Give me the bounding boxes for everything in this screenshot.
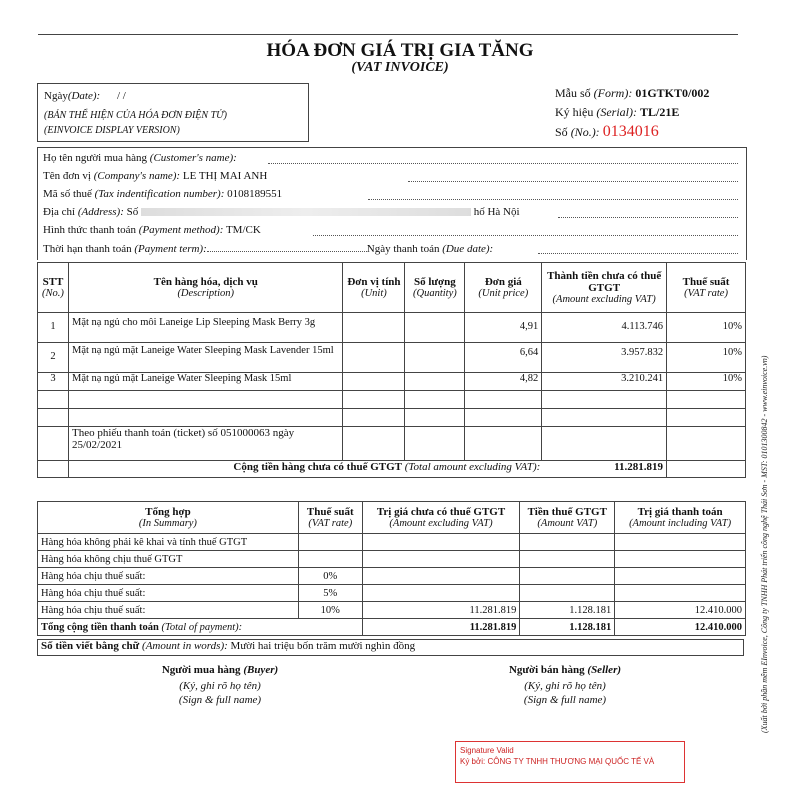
table-row: Hàng hóa chịu thuế suất: 5% [38, 585, 746, 602]
table-row: Hàng hóa chịu thuế suất: 10% 11.281.819 1.128.181 12.410.000 [38, 602, 746, 619]
summary-header-row: Tổng hợp (In Summary) Thuế suất (VAT rate) Trị giá chưa có thuế GTGT (Amount excluding VAT) Tiền thuế GTGT (Amount VAT) Trị giá thanh toán (Amount including VAT) [38, 502, 746, 534]
stamp-valid: Signature Valid [460, 746, 514, 755]
summary-table [37, 501, 746, 636]
dotted-line [368, 188, 738, 200]
dotted-line [313, 224, 738, 236]
address-value: Số [126, 206, 139, 218]
grand-total-excl: 11.281.819 [362, 619, 520, 636]
item-description: Mặt nạ ngủ cho môi Laneige Lip Sleeping Mask Berry 3g [68, 313, 342, 343]
item-amount: 3.957.832 [542, 343, 667, 373]
grand-total-vat: 1.128.181 [520, 619, 615, 636]
item-rate: 10% [667, 313, 746, 343]
signature-stamp [455, 741, 685, 783]
items-header-row [38, 263, 746, 313]
display-version-vi: (BẢN THỂ HIỆN CỦA HÓA ĐƠN ĐIỆN TỬ) [44, 110, 228, 121]
payment-method-row: Hình thức thanh toán (Payment method): TM/CK [43, 224, 261, 236]
table-row: Hàng hóa không phải kê khai và tính thuế GTGT [38, 534, 746, 551]
date-line [44, 90, 126, 102]
address-row: Địa chỉ (Address): Số hố Hà Nội [43, 206, 520, 218]
form-value: 01GTKT0/002 [635, 86, 710, 100]
item-price: 4,82 [465, 373, 542, 391]
date-value: / / [116, 90, 126, 102]
item-amount: 3.210.241 [542, 373, 667, 391]
col-amount: Thành tiền chưa có thuế GTGT (Amount excluding VAT) [542, 263, 667, 313]
item-amount: 4.113.746 [542, 313, 667, 343]
payment-ticket-note: Theo phiếu thanh toán (ticket) số 051000063 ngày 25/02/2021 [68, 427, 342, 461]
customer-name-row: Họ tên người mua hàng (Customer's name): [43, 152, 237, 164]
items-table [37, 262, 746, 478]
top-rule [38, 34, 738, 35]
col-no: STT (No.) [38, 263, 69, 313]
grand-total-incl: 12.410.000 [615, 619, 746, 636]
amount-in-words: Số tiền viết bằng chữ (Amount in words): Mười hai triệu bốn trăm mười nghìn đồng [37, 639, 744, 656]
company-name-row: Tên đơn vị (Company's name): LE THỊ MAI ANH [43, 170, 268, 182]
buyer-info-box [37, 147, 747, 260]
redacted-address [141, 208, 471, 216]
table-row: 2 Mặt nạ ngủ mặt Laneige Water Sleeping Mask Lavender 15ml 6,64 3.957.832 10% [38, 343, 746, 373]
display-version-en: (EINVOICE DISPLAY VERSION) [44, 125, 180, 136]
invoice-number-value: 0134016 [602, 123, 659, 140]
table-row: 1 Mặt nạ ngủ cho môi Laneige Lip Sleeping Mask Berry 3g 4,91 4.113.746 10% [38, 313, 746, 343]
amount-in-words-value: Mười hai triệu bốn trăm mười nghìn đồng [230, 640, 416, 652]
table-row: Hàng hóa không chịu thuế GTGT [38, 551, 746, 568]
empty-row [38, 409, 746, 427]
grand-total-label: Tổng cộng tiền thanh toán [41, 621, 159, 633]
seller-signature: Người bán hàng (Seller) (Ký, ghi rõ họ tên) (Sign & full name) [508, 664, 622, 706]
invoice-subtitle: (VAT INVOICE) [351, 60, 449, 75]
subtotal-label: Cộng tiền hàng chưa có thuế GTGT [233, 461, 402, 473]
form-number: Mẫu số (Form): 01GTKT0/002 [555, 86, 710, 100]
dotted-line [268, 152, 738, 164]
note-row [38, 427, 746, 461]
table-row: Hàng hóa chịu thuế suất: 0% [38, 568, 746, 585]
col-quantity: Số lượng (Quantity) [405, 263, 465, 313]
date-box [37, 83, 309, 142]
payment-term-row: Thời hạn thanh toán (Payment term): Ngày thanh toán (Due date): [43, 243, 494, 255]
dotted-line [538, 242, 738, 254]
invoice-number: Số (No.): 0134016 [555, 123, 659, 140]
table-row: 3 Mặt nạ ngủ mặt Laneige Water Sleeping Mask 15ml 4,82 3.210.241 10% [38, 373, 746, 391]
item-description: Mặt nạ ngủ mặt Laneige Water Sleeping Mask Lavender 15ml [68, 343, 342, 373]
buyer-signature: Người mua hàng (Buyer) (Ký, ghi rõ họ tên) (Sign & full name) [161, 664, 279, 706]
date-label: Ngày [44, 90, 68, 102]
col-unit-price: Đơn giá (Unit price) [465, 263, 542, 313]
item-description: Mặt nạ ngủ mặt Laneige Water Sleeping Mask 15ml [68, 373, 342, 391]
col-unit: Đơn vị tính (Unit) [343, 263, 405, 313]
serial-value: TL/21E [639, 105, 680, 119]
tax-id-row: Mã số thuế (Tax indentification number): 0108189551 [43, 188, 283, 200]
software-side-note: (Xuất bởi phần mềm EInvoice, Công ty TNHH Phát triển công nghệ Thái Sơn - MST: 0101300842 - www.einvoice.vn) [760, 355, 769, 733]
empty-row [38, 391, 746, 409]
item-rate: 10% [667, 373, 746, 391]
item-price: 4,91 [465, 313, 542, 343]
date-label-en: (Date): [67, 90, 101, 102]
address-city: hố Hà Nội [473, 206, 520, 218]
item-rate: 10% [667, 343, 746, 373]
serial-number: Ký hiệu (Serial): TL/21E [555, 105, 680, 119]
dotted-line [408, 170, 738, 182]
col-description: Tên hàng hóa, dịch vụ (Description) [68, 263, 342, 313]
item-price: 6,64 [465, 343, 542, 373]
grand-total-row: Tổng cộng tiền thanh toán (Total of payment): 11.281.819 1.128.181 12.410.000 [38, 619, 746, 636]
tax-id-value: 0108189551 [227, 188, 283, 200]
invoice-title: HÓA ĐƠN GIÁ TRỊ GIA TĂNG [266, 40, 534, 61]
subtotal-row: Cộng tiền hàng chưa có thuế GTGT (Total amount excluding VAT): 11.281.819 [38, 461, 746, 478]
payment-method-value: TM/CK [225, 224, 261, 236]
dotted-line [558, 206, 738, 218]
company-value: LE THỊ MAI ANH [182, 170, 268, 182]
subtotal-value: 11.281.819 [614, 461, 664, 473]
col-vat-rate: Thuế suất (VAT rate) [667, 263, 746, 313]
stamp-signer: Ký bởi: CÔNG TY TNHH THƯƠNG MẠI QUỐC TẾ VÀ [460, 757, 655, 766]
